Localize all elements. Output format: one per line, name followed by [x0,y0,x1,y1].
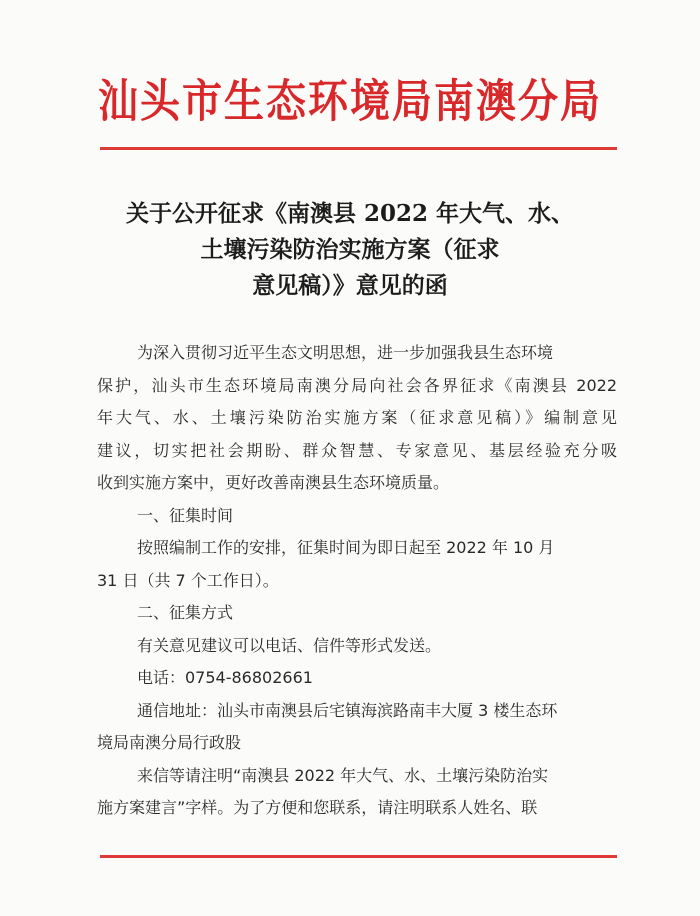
phone-line: 电话：0754-86802661 [137,668,313,687]
header-red-rule [100,147,617,150]
section-2-heading: 二、征集方式 [137,603,234,622]
title-line-1: 关于公开征求《南澳县 2022 年大气、水、 [125,200,575,227]
note-line-1: 来信等请注明“南澳县 2022 年大气、水、土壤污染防治实 [137,765,549,785]
title-line-3: 意见稿）》意见的函 [252,272,448,299]
section-1-text-line-2: 31 日（共 7 个工作日）。 [97,570,279,590]
section-1-heading: 一、征集时间 [137,505,234,525]
address-line-1: 通信地址：汕头市南澳县后宅镇海滨路南丰大厦 3 楼生态环 [137,700,558,720]
document-body [97,337,617,825]
intro-line-5: 收到实施方案中，更好改善南澳县生态环境质量。 [97,473,450,492]
note-line-2: 施方案建言”字样。为了方便和您联系，请注明联系人姓名、联 [97,798,538,817]
title-line-2: 土壤污染防治实施方案（征求 [200,236,500,263]
footer-red-rule [100,855,617,858]
document-title [0,196,700,304]
section-1-text-line-1: 按照编制工作的安排，征集时间为即日起至 2022 年 10 月 [137,538,555,557]
intro-line-1: 为深入贯彻习近平生态文明思想，进一步加强我县生态环境 [137,343,554,362]
organization-header: 汕头市生态环境局南澳分局 [98,74,602,128]
intro-line-2: 保护，汕头市生态环境局南澳分局向社会各界征求《南澳县 2022 [97,375,617,395]
address-line-2: 境局南澳分局行政股 [97,733,242,752]
section-2-text: 有关意见建议可以电话、信件等形式发送。 [137,635,442,655]
intro-line-3: 年大气、水、土壤污染防治实施方案（征求意见稿）》编制意见 [97,408,617,427]
intro-line-4: 建议，切实把社会期盼、群众智慧、专家意见、基层经验充分吸 [97,440,617,460]
